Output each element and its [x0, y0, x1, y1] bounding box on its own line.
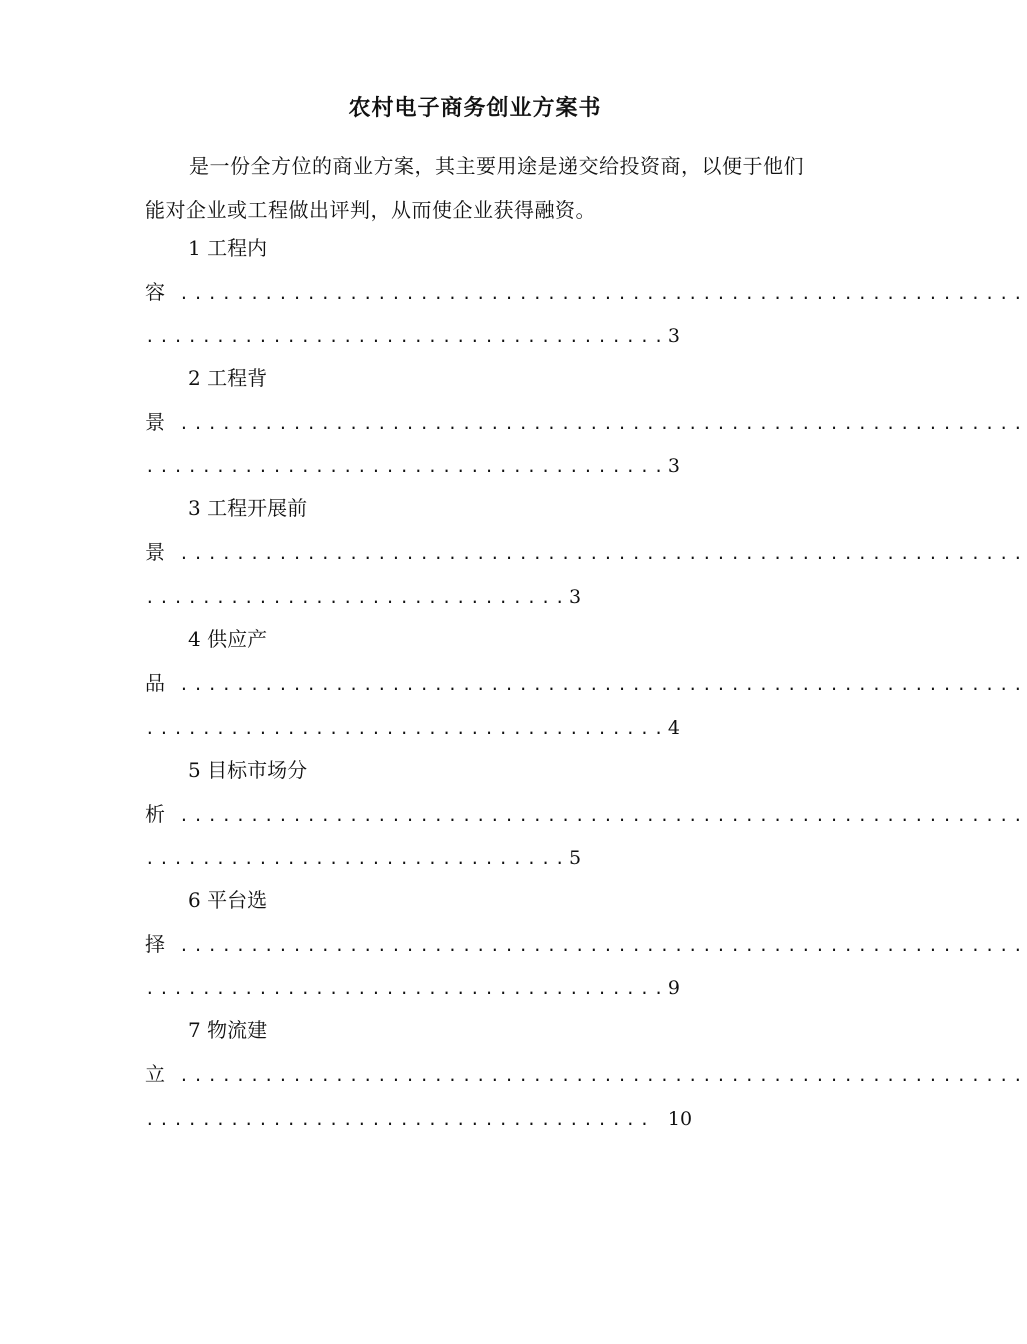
toc-tail-4: 品 [145, 671, 165, 695]
toc-heading-2: 2 工程背 [188, 366, 268, 390]
document-title: 农村电子商务创业方案书 [348, 95, 602, 121]
toc-page-1: 3 [667, 325, 681, 347]
toc-leader: ............................................................ [165, 414, 1027, 433]
toc-line-7a [145, 1060, 1027, 1090]
toc-tail-2: 景 [145, 410, 165, 434]
toc-page-7: 10 [667, 1108, 693, 1130]
toc-line-5b [145, 843, 803, 873]
toc-leader: ............................................................ [165, 806, 1027, 825]
toc-leader: .............................. [145, 588, 569, 607]
toc-line-7b [145, 1104, 803, 1134]
toc-line-1b [145, 321, 803, 351]
toc-line-6b [145, 973, 803, 1003]
toc-leader: ..................................... [145, 979, 668, 998]
toc-heading-4: 4 供应产 [188, 627, 268, 651]
toc-tail-3: 景 [145, 540, 165, 564]
toc-heading-7: 7 物流建 [188, 1018, 268, 1042]
toc-leader: .............................. [145, 849, 569, 868]
toc-heading-5: 5 目标市场分 [188, 758, 308, 782]
toc-page-6: 9 [667, 977, 681, 999]
toc-page-5: 5 [568, 847, 582, 869]
toc-tail-7: 立 [145, 1062, 165, 1086]
toc-line-3b [145, 582, 803, 612]
toc-leader: ..................................... [145, 327, 668, 346]
toc-line-1a [145, 278, 1027, 308]
toc-tail-6: 择 [145, 932, 165, 956]
toc-heading-6: 6 平台选 [188, 888, 268, 912]
toc-line-2a [145, 408, 1027, 438]
toc-heading-3: 3 工程开展前 [188, 496, 308, 520]
toc-line-4a [145, 669, 1027, 699]
toc-line-3a [145, 538, 1027, 568]
toc-heading-1: 1 工程内 [188, 236, 268, 260]
toc-tail-1: 容 [145, 280, 165, 304]
toc-tail-5: 析 [145, 802, 165, 826]
toc-leader: .................................... [145, 1110, 668, 1129]
toc-line-6a [145, 930, 1027, 960]
toc-leader: ..................................... [145, 457, 668, 476]
toc-leader: ............................................................ [165, 284, 1027, 303]
toc-page-4: 4 [667, 717, 681, 739]
toc-leader: ..................................... [145, 719, 668, 738]
toc-leader: ............................................................ [165, 936, 1027, 955]
toc-leader: ............................................................ [165, 1066, 1027, 1085]
toc-page-2: 3 [667, 455, 681, 477]
intro-paragraph: 是一份全方位的商业方案，其主要用途是递交给投资商，以便于他们能对企业或工程做出评判，从而使企业获得融资。 [145, 154, 804, 222]
toc-line-2b [145, 451, 803, 481]
toc-page-3: 3 [568, 586, 582, 608]
toc-line-4b [145, 713, 803, 743]
toc-leader: ............................................................ [165, 544, 1027, 563]
toc-leader: ............................................................ [165, 675, 1027, 694]
toc-line-5a [145, 800, 1027, 830]
